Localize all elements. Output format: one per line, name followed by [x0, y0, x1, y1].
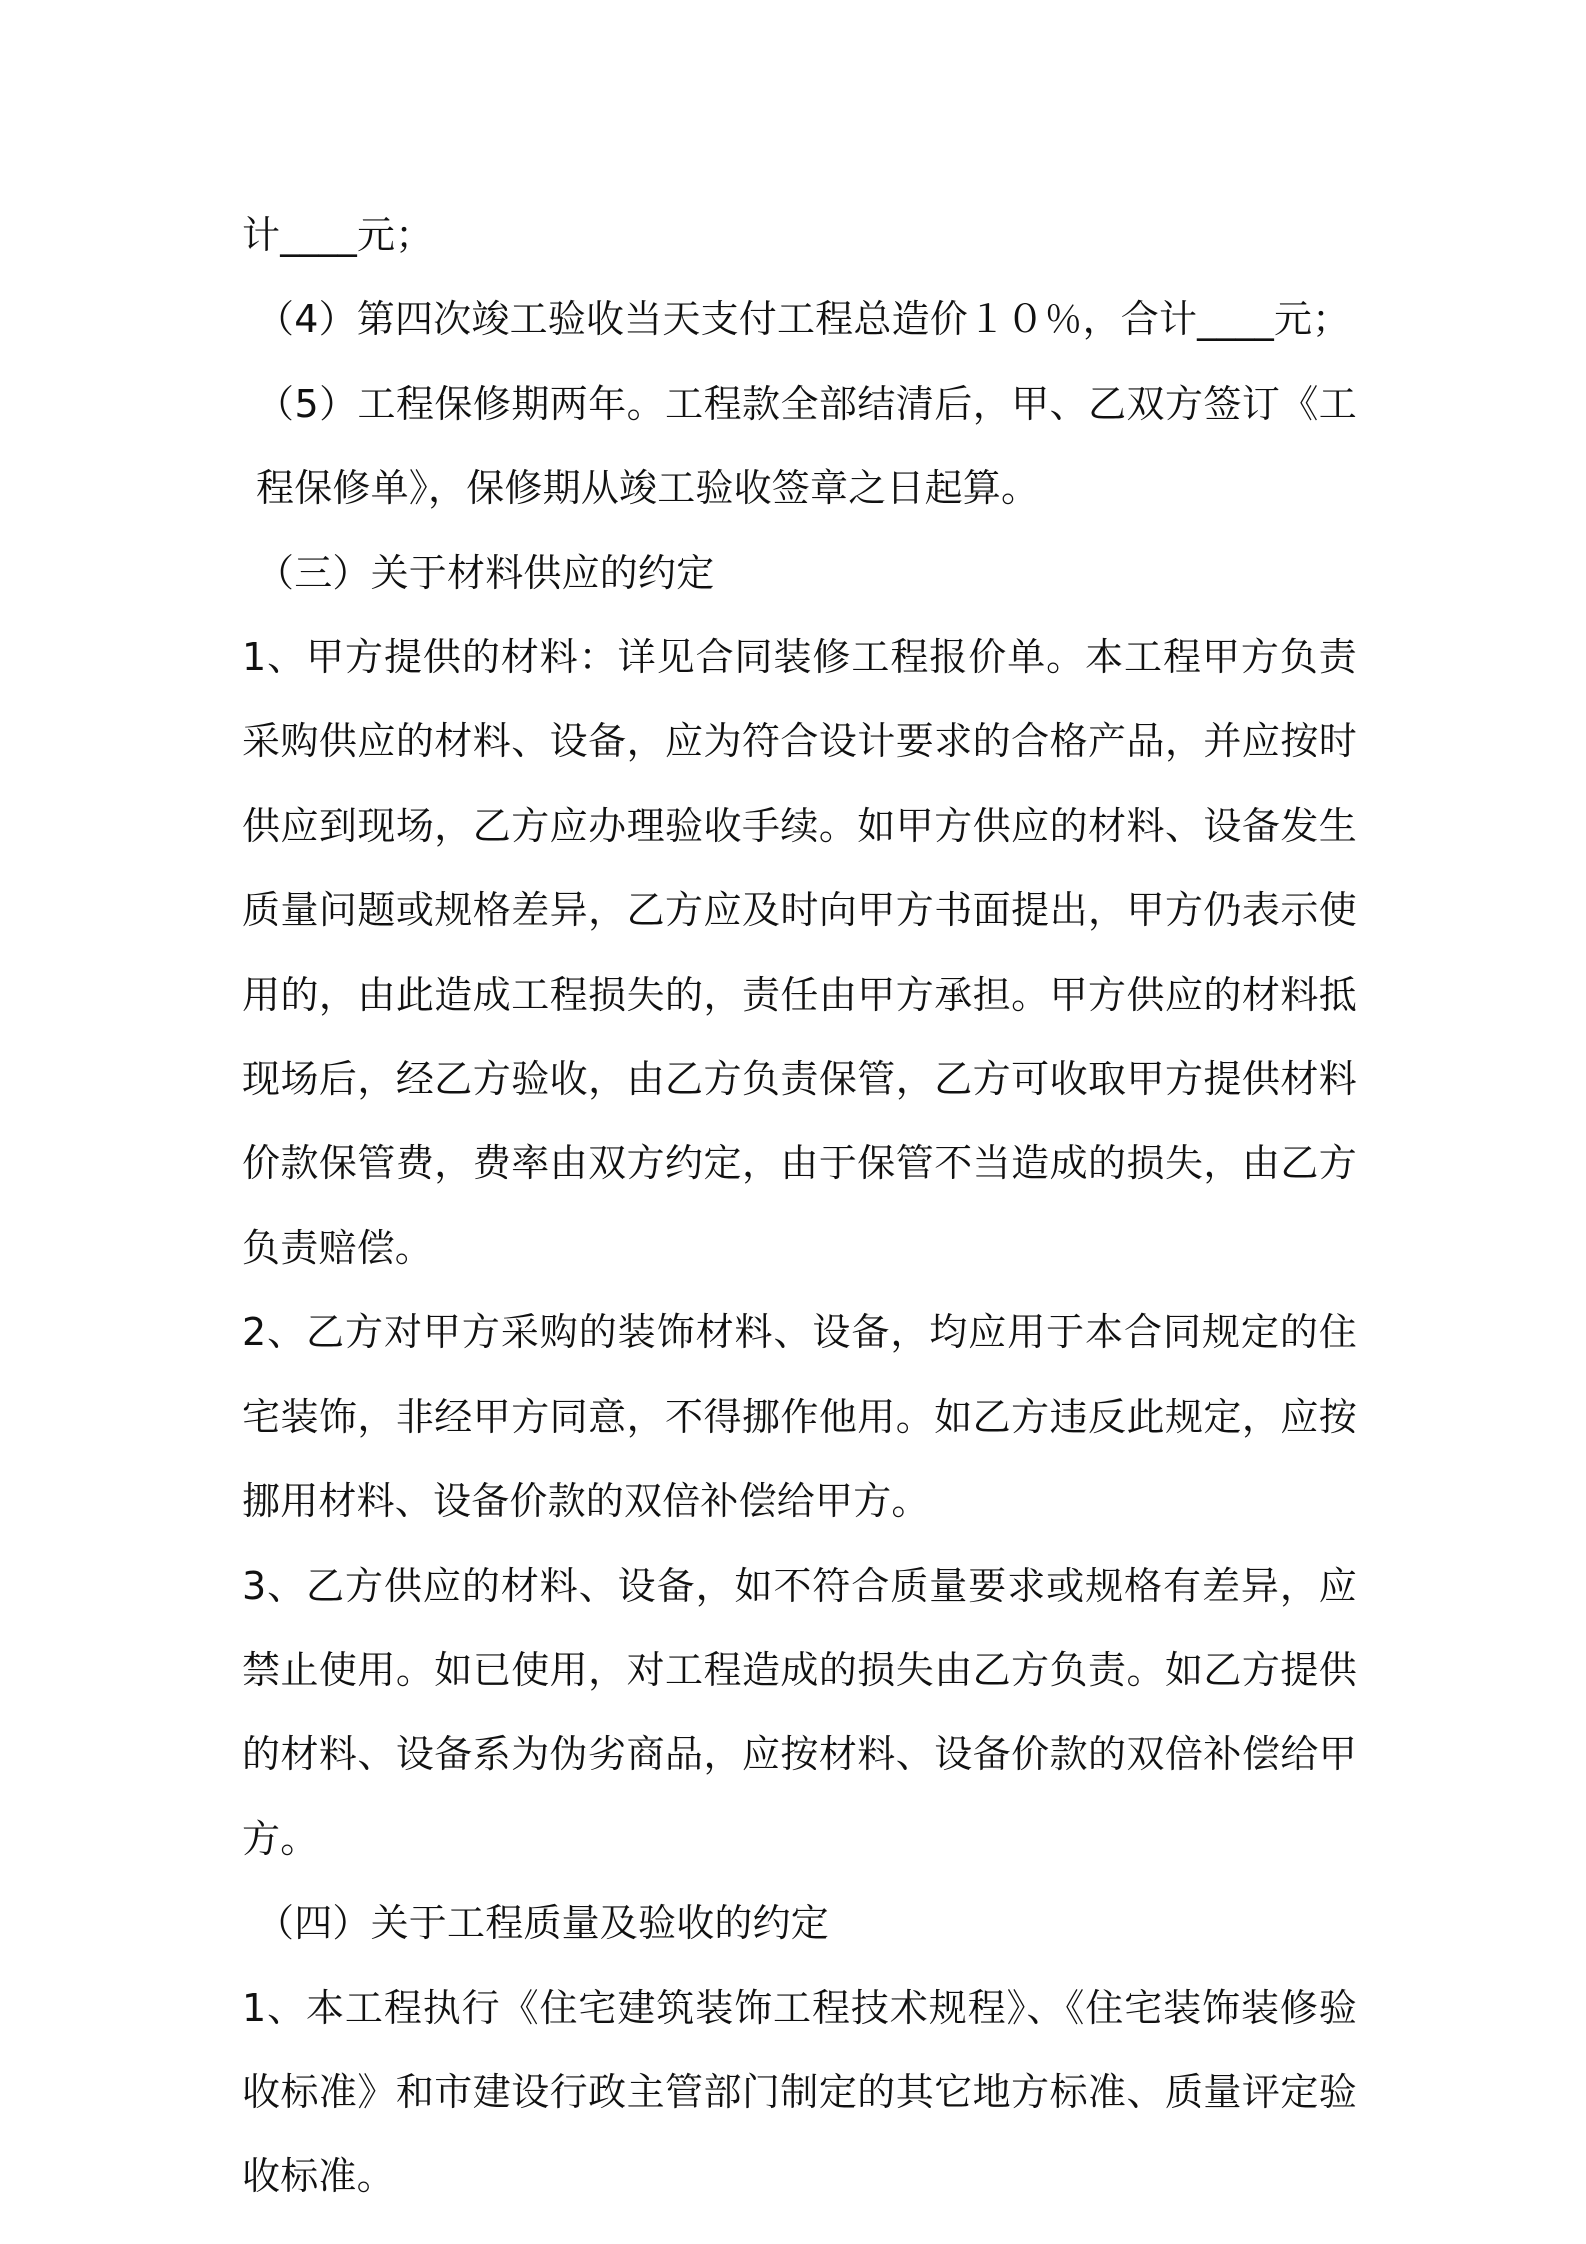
paragraph-party-b-use-of-materials: 2、乙方对甲方采购的装饰材料、设备，均应用于本合同规定的住宅装饰，非经甲方同意，不得挪作他用。如乙方违反此规定，应按挪用材料、设备价款的双倍补偿给甲方。 — [242, 1310, 1357, 1524]
paragraph-payment-total-continued: 计____元； — [242, 213, 434, 257]
section-heading-quality-acceptance: （四）关于工程质量及验收的约定 — [256, 1901, 830, 1946]
paragraph-fourth-payment: （4）第四次竣工验收当天支付工程总造价１０％，合计____元； — [256, 297, 1351, 342]
paragraph-warranty-period: （5）工程保修期两年。工程款全部结清后，甲、乙双方签订《工程保修单》，保修期从竣工验收签章之日起算。 — [256, 381, 1357, 511]
section-heading-material-supply: （三）关于材料供应的约定 — [256, 550, 715, 595]
paragraph-party-a-materials: 1、甲方提供的材料：详见合同装修工程报价单。本工程甲方负责采购供应的材料、设备，应为符合设计要求的合格产品，并应按时供应到现场，乙方应办理验收手续。如甲方供应的材料、设备发生质量问题或规格差异，乙方应及时向甲方书面提出，甲方仍表示使用的，由此造成工程损失的，责任由甲方承担。甲方供应的材料抵现场后，经乙方验收，由乙方负责保管，乙方可收取甲方提供材料价款保管费，费率由双方约定，由于保管不当造成的损失，由乙方负责赔偿。 — [242, 635, 1357, 1270]
paragraph-quality-standards: 1、本工程执行《住宅建筑装饰工程技术规程》、《住宅装饰装修验收标准》和市建设行政主管部门制定的其它地方标准、质量评定验收标准。 — [242, 1985, 1357, 2199]
document-body — [242, 193, 1357, 2219]
paragraph-party-b-supplied-materials: 3、乙方供应的材料、设备，如不符合质量要求或规格有差异，应禁止使用。如已使用，对工程造成的损失由乙方负责。如乙方提供的材料、设备系为伪劣商品，应按材料、设备价款的双倍补偿给甲方。 — [242, 1563, 1357, 1861]
